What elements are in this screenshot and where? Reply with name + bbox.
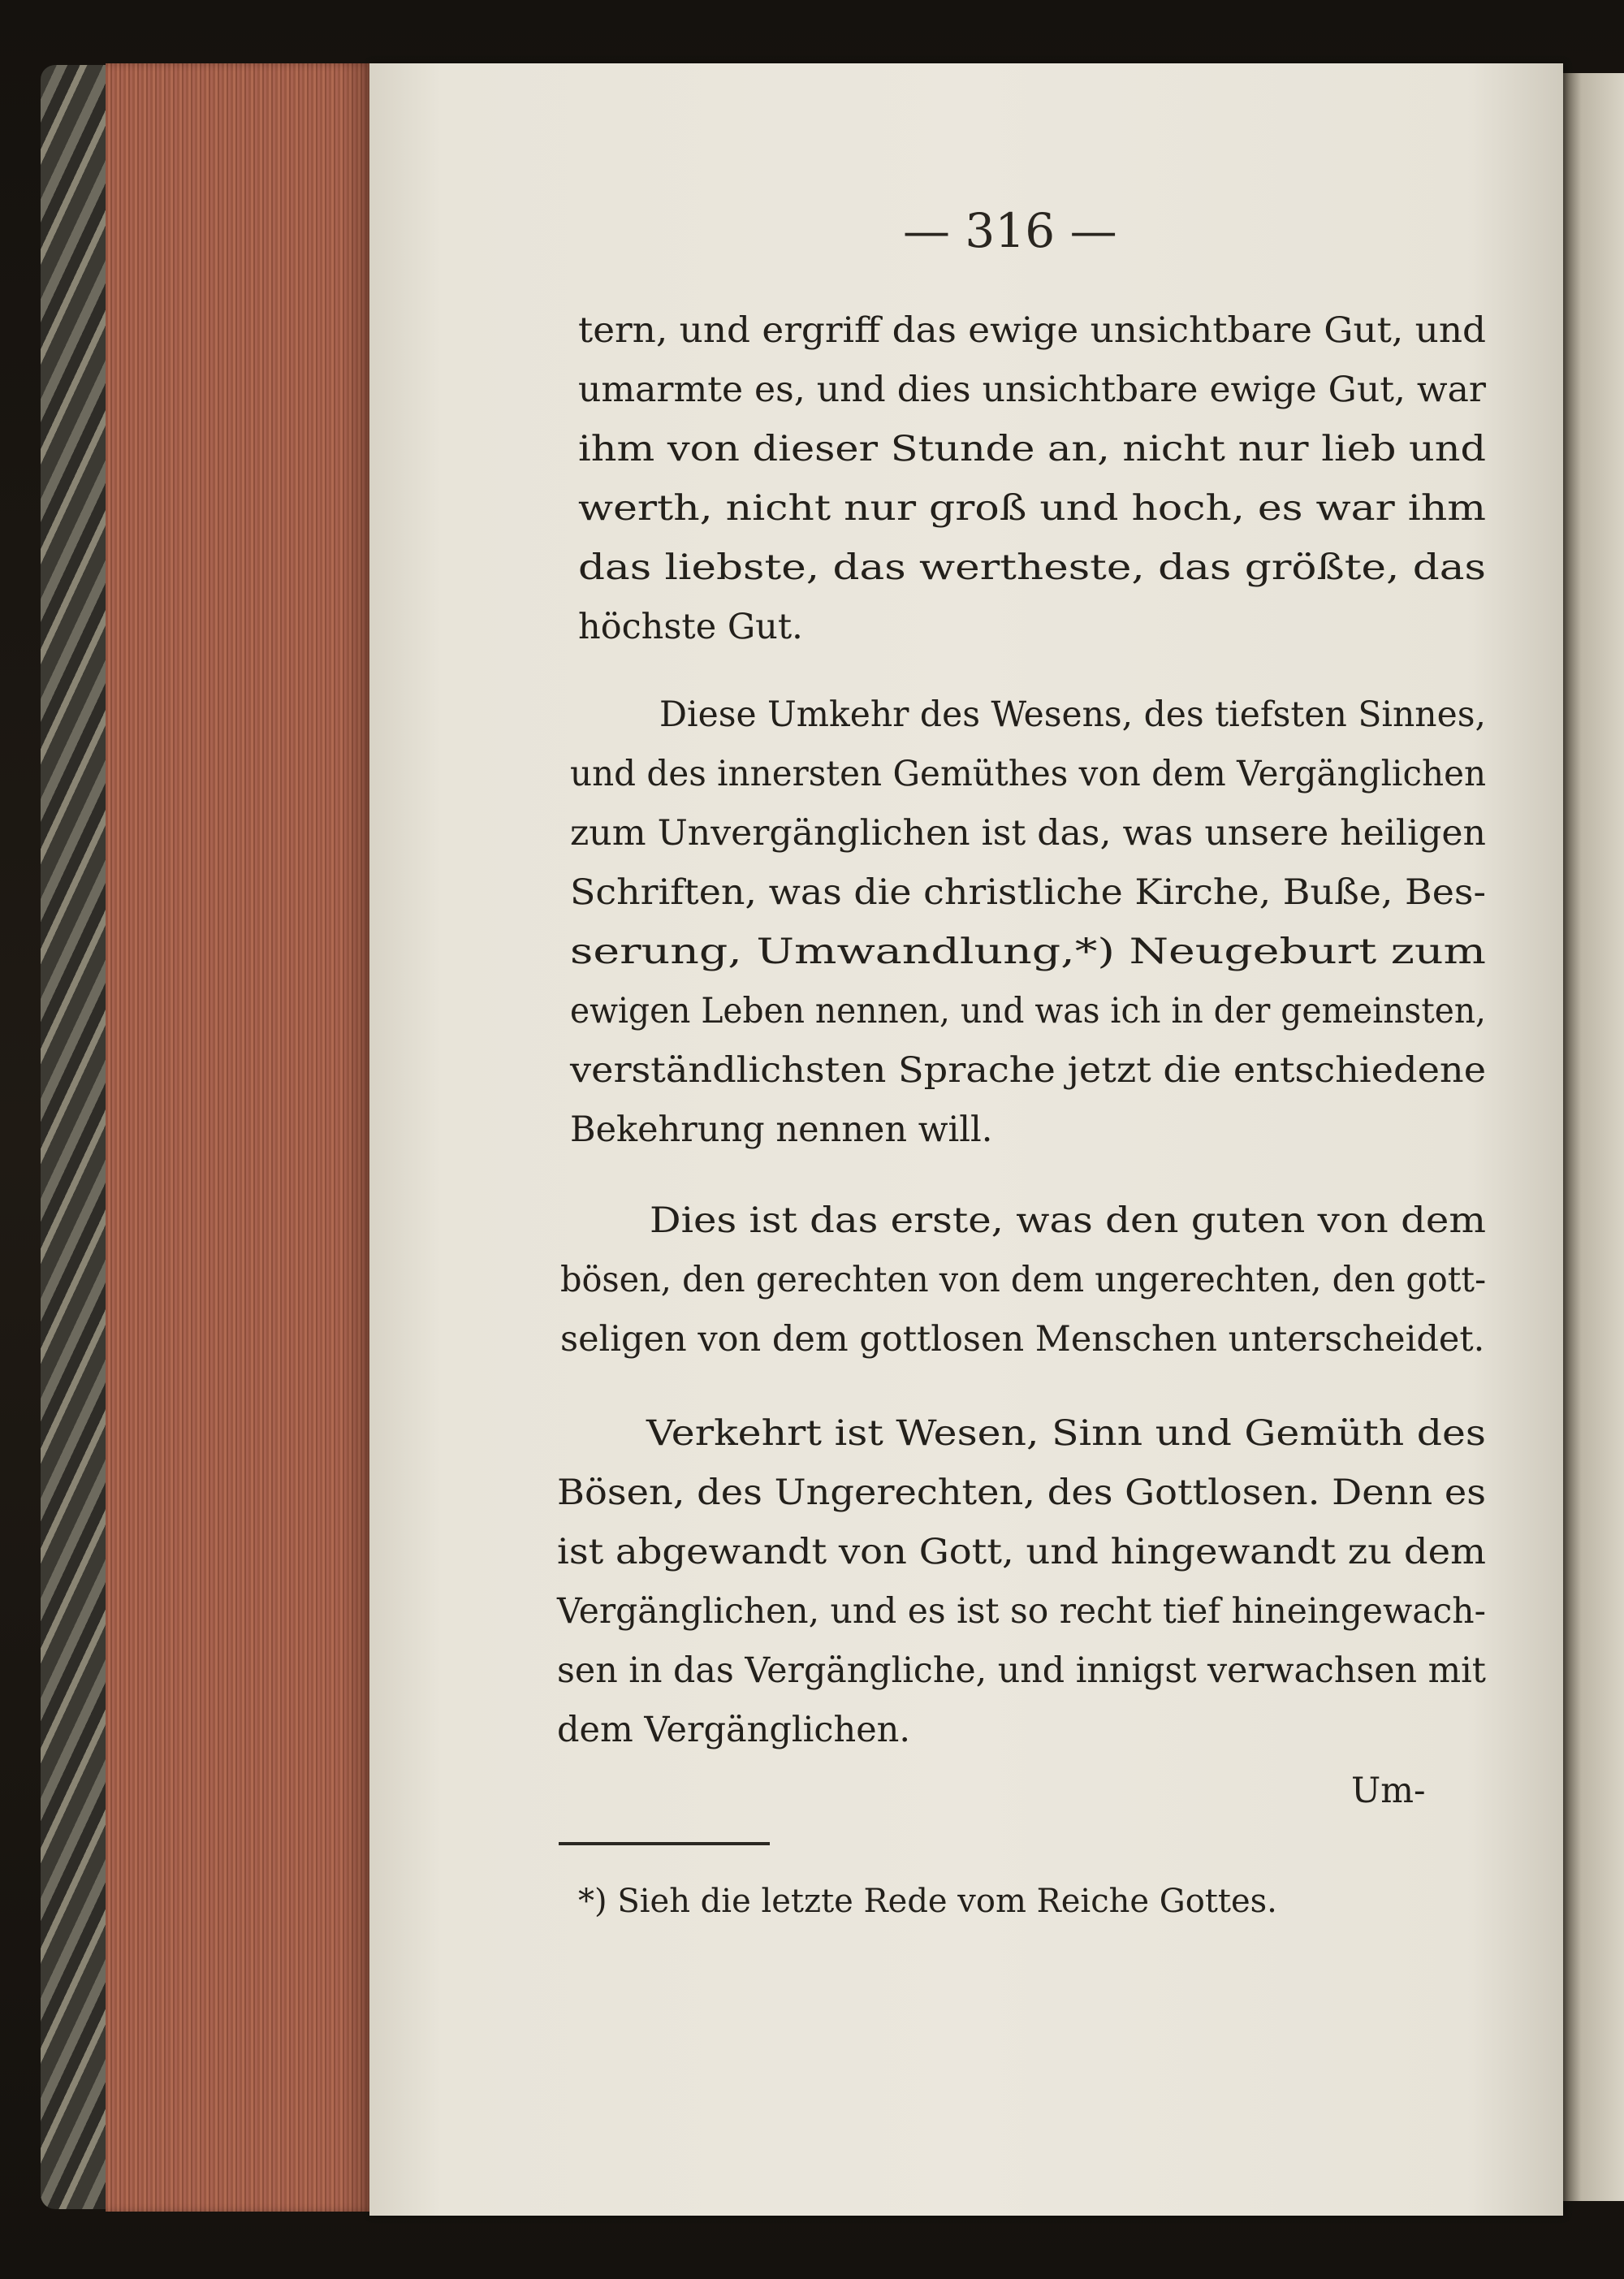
footnote-rule (559, 1842, 770, 1845)
text-line: bösen, den gerechten von dem ungerechten, den gott- (560, 1260, 1487, 1300)
text-line: Bösen, des Ungerechten, des Gottlosen. Denn es (557, 1472, 1486, 1513)
text-line: verständlichsten Sprache jetzt die entschiedene (570, 1050, 1487, 1091)
text-line: ihm von dieser Stunde an, nicht nur lieb und (578, 429, 1487, 469)
text-line: und des innersten Gemüthes von dem Vergänglichen (570, 754, 1487, 794)
text-line: Vergänglichen, und es ist so recht tief hineingewach- (557, 1591, 1486, 1632)
text-line: Schriften, was die christliche Kirche, Buße, Bes- (570, 872, 1486, 913)
text-line: sen in das Vergängliche, und innigst verwachsen mit (557, 1650, 1486, 1691)
book-page-edges (106, 63, 374, 2212)
text-line: dem Vergänglichen. (557, 1710, 910, 1750)
footnote: *) Sieh die letzte Rede vom Reiche Gottes. (578, 1883, 1277, 1920)
page-number: — 316 — (903, 203, 1117, 258)
text-line: höchste Gut. (578, 607, 803, 647)
catchword: Um- (1351, 1771, 1426, 1811)
text-line: das liebste, das wertheste, das größte, das (578, 547, 1486, 588)
text-line: ist abgewandt von Gott, und hingewandt zu dem (557, 1532, 1487, 1572)
text-line: serung, Umwandlung,*) Neugeburt zum (570, 932, 1487, 972)
text-line: Bekehrung nennen will. (570, 1109, 993, 1150)
text-line: tern, und ergriff das ewige unsichtbare Gut, und (578, 310, 1487, 351)
facing-page-edge (1563, 73, 1624, 2201)
text-line: Verkehrt ist Wesen, Sinn und Gemüth des (646, 1413, 1487, 1454)
text-line: ewigen Leben nennen, und was ich in der gemeinsten, (570, 991, 1487, 1031)
text-line: seligen von dem gottlosen Menschen unterscheidet. (560, 1319, 1485, 1360)
text-line: werth, nicht nur groß und hoch, es war ihm (578, 488, 1487, 529)
text-line: Diese Umkehr des Wesens, des tiefsten Sinnes, (659, 694, 1486, 735)
text-line: Dies ist das erste, was den guten von dem (650, 1200, 1487, 1241)
text-line: zum Unvergänglichen ist das, was unsere heiligen (570, 813, 1486, 854)
text-line: umarmte es, und dies unsichtbare ewige Gut, war (578, 370, 1486, 410)
